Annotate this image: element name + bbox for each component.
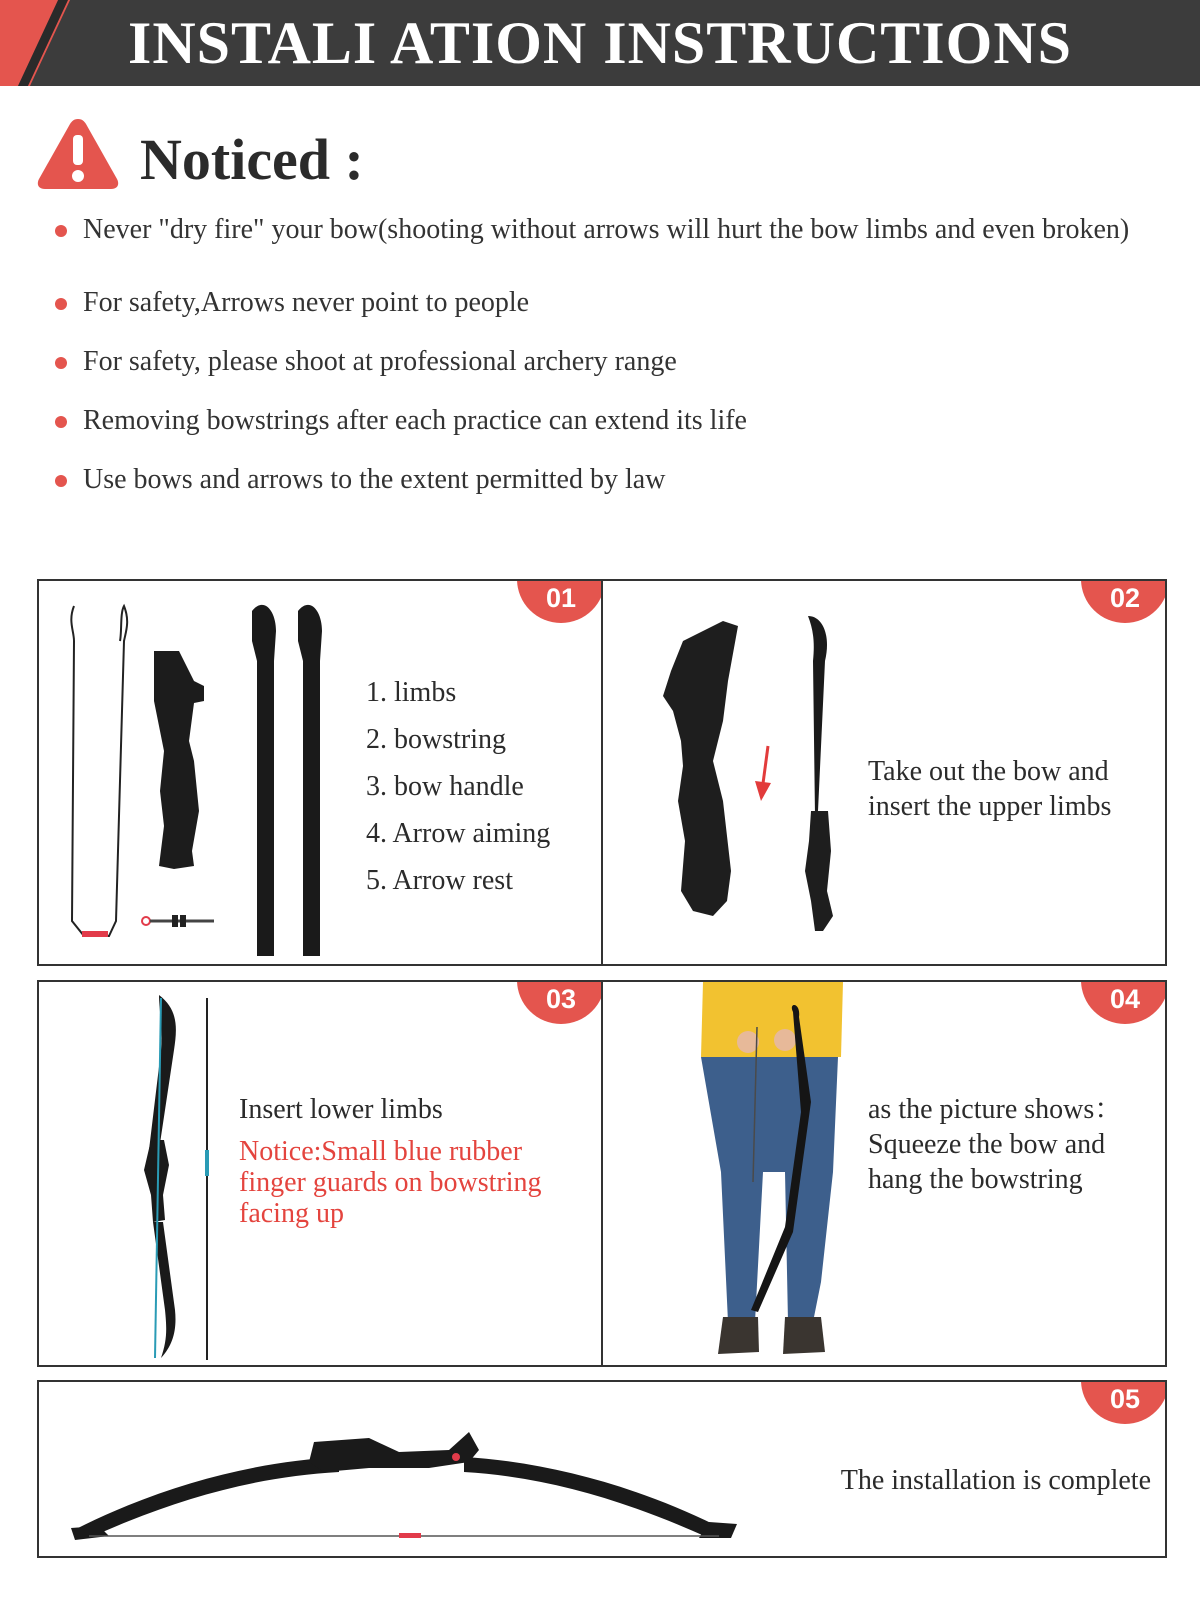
parts-list xyxy=(366,669,550,904)
bullet-dot-icon xyxy=(55,357,67,369)
step-number-badge: 05 xyxy=(1081,1380,1167,1424)
list-item: Never "dry fire" your bow(shooting without arrows will hurt the bow limbs and even broken) xyxy=(55,212,1165,247)
list-item: Removing bowstrings after each practice can extend its life xyxy=(55,403,1165,438)
notice-list xyxy=(55,212,1165,497)
warning-icon xyxy=(36,115,120,191)
assembled-bow-illustration xyxy=(69,1402,749,1552)
list-item: 4. Arrow aiming xyxy=(366,818,551,849)
step-03-panel xyxy=(37,980,603,1367)
step-instruction: The installation is complete xyxy=(840,1465,1151,1496)
step-05-panel xyxy=(37,1380,1167,1558)
list-item: 2. bowstring xyxy=(366,724,506,755)
notice-heading: Noticed : xyxy=(140,127,364,192)
child-stringing-bow-photo xyxy=(693,982,853,1367)
step-instruction: as the picture shows： Squeeze the bow and hang the bowstring xyxy=(868,1094,1123,1195)
list-item: Use bows and arrows to the extent permitted by law xyxy=(55,462,1165,497)
list-item: 3. bow handle xyxy=(366,771,524,802)
lower-limb-insert-illustration xyxy=(119,990,239,1365)
step-number-badge: 04 xyxy=(1081,980,1167,1024)
bullet-dot-icon xyxy=(55,416,67,428)
step-number-badge: 02 xyxy=(1081,579,1167,623)
bullet-dot-icon xyxy=(55,298,67,310)
list-item: For safety, please shoot at professional archery range xyxy=(55,344,1165,379)
step-notice: Notice:Small blue rubber finger guards on bowstring facing up xyxy=(239,1136,542,1229)
step-number-badge: 01 xyxy=(517,579,603,623)
upper-limb-insert-illustration xyxy=(643,601,873,941)
step-instruction: Insert lower limbs xyxy=(239,1094,443,1125)
list-item: For safety,Arrows never point to people xyxy=(55,285,1165,320)
header-banner xyxy=(0,0,1200,86)
list-item: 1. limbs xyxy=(366,677,457,708)
list-item: 5. Arrow rest xyxy=(366,865,513,896)
step-number-badge: 03 xyxy=(517,980,603,1024)
step-instruction: Take out the bow and insert the upper limbs xyxy=(868,756,1112,822)
bow-parts-illustration xyxy=(54,591,354,961)
step-04-panel xyxy=(601,980,1167,1367)
bullet-dot-icon xyxy=(55,225,67,237)
step-02-panel xyxy=(601,579,1167,966)
bullet-dot-icon xyxy=(55,475,67,487)
page-title: INSTALI ATION INSTRUCTIONS xyxy=(127,10,1073,76)
step-01-panel xyxy=(37,579,603,966)
